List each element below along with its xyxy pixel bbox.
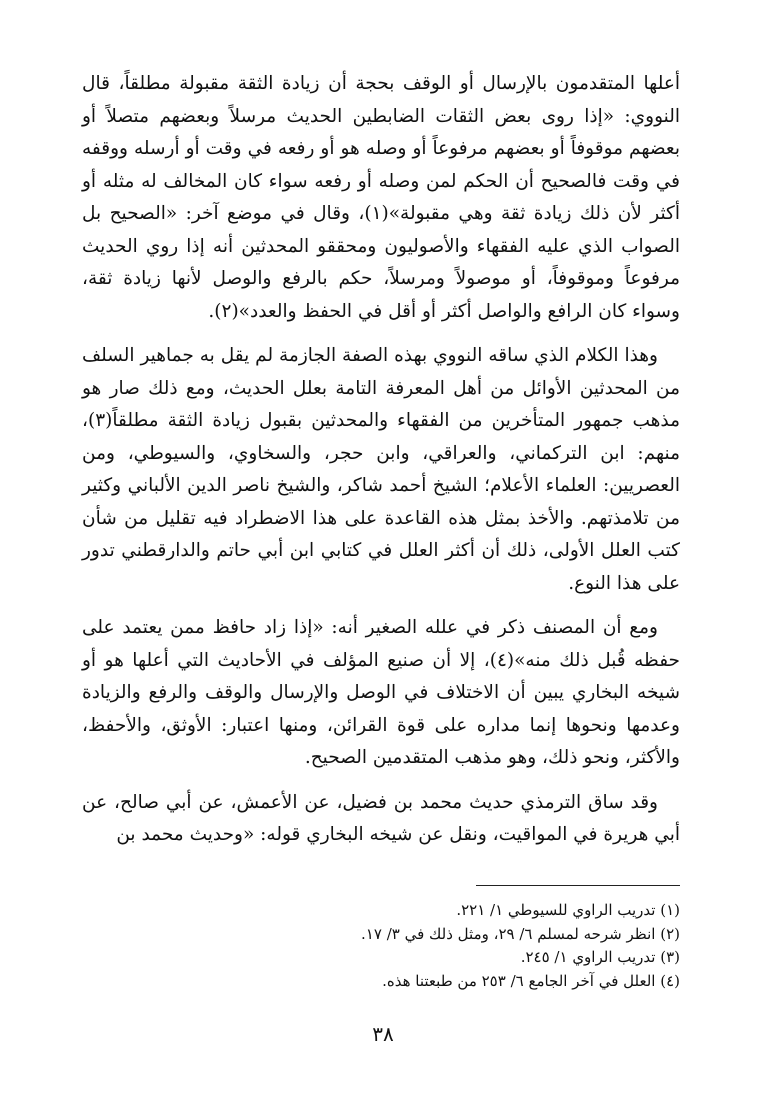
footnote-item: (٣) تدريب الراوي ١/ ٢٤٥. (520, 948, 680, 966)
body-paragraph: ومع أن المصنف ذكر في علله الصغير أنه: «إذا زاد حافظ ممن يعتمد على حفظه قُبل ذلك منه»(٤)، إلا أن صنيع المؤلف في الأحاديث التي أعلها هو أو شيخه البخاري يبين أن الاختلاف في الوصل والإرسال والوقف والرفع والزيادة وعدمها ونحوها إنما مداره على قوة القرائن، ومنها اعتبار: الأوثق، والأحفظ، والأكثر، ونحو ذلك، وهو مذهب المتقدمين الصحيح. (82, 617, 680, 768)
footnote-item: (٤) العلل في آخر الجامع ٦/ ٢٥٣ من طبعتنا هذه. (382, 971, 680, 990)
body-paragraph: وهذا الكلام الذي ساقه النووي بهذه الصفة الجازمة لم يقل به جماهير السلف من المحدثين الأوائل من أهل المعرفة التامة بعلل الحديث، ومع ذلك صار هو مذهب جمهور المتأخرين من الفقهاء والمحدثين بقبول زيادة الثقة مطلقاً(٣)، منهم: ابن التركماني، والعراقي، وابن حجر، والسخاوي، والسيوطي، ومن العصريين: العلماء الأعلام؛ الشيخ أحمد شاكر، والشيخ ناصر الدين الألباني وكثير من تلامذتهم. والأخذ بمثل هذه القاعدة على هذا الاضطراد فيه تقليل من شأن كتب العلل الأولى، ذلك أن أكثر العلل في كتابي ابن أبي حاتم والدارقطني تدور على هذا النوع. (82, 345, 680, 594)
footnote-divider (476, 885, 680, 886)
page-number: ٣٨ (372, 1022, 394, 1046)
body-paragraph: وقد ساق الترمذي حديث محمد بن فضيل، عن الأعمش، عن أبي صالح، عن أبي هريرة في المواقيت، ونقل عن شيخه البخاري قوله: «وحديث محمد بن (82, 791, 680, 845)
footnote-item: (٢) انظر شرحه لمسلم ٦/ ٢٩، ومثل ذلك في ٣/ ١٧. (361, 924, 680, 943)
page-body (82, 68, 680, 864)
footnote-item: (١) تدريب الراوي للسيوطي ١/ ٢٢١. (456, 901, 680, 919)
body-paragraph: أعلها المتقدمون بالإرسال أو الوقف بحجة أن زيادة الثقة مقبولة مطلقاً، قال النووي: «إذا روى بعض الثقات الضابطين الحديث مرسلاً وبعضهم متصلاً أو بعضهم موقوفاً أو بعضهم مرفوعاً أو وصله هو أو رفعه في وقت أو أرسله ووقفه في وقت فالصحيح أن الحكم لمن وصله أو رفعه سواء كان المخالف له مثله أو أكثر لأن ذلك زيادة ثقة وهي مقبولة»(١)، وقال في موضع آخر: «الصحيح بل الصواب الذي عليه الفقهاء والأصوليون ومحققو المحدثين أنه إذا روي الحديث مرفوعاً وموقوفاً، أو موصولاً ومرسلاً، حكم بالرفع والوصل لأنها زيادة ثقة، وسواء كان الرافع والواصل أكثر أو أقل في الحفظ والعدد»(٢). (82, 73, 680, 322)
footnotes (82, 899, 680, 993)
